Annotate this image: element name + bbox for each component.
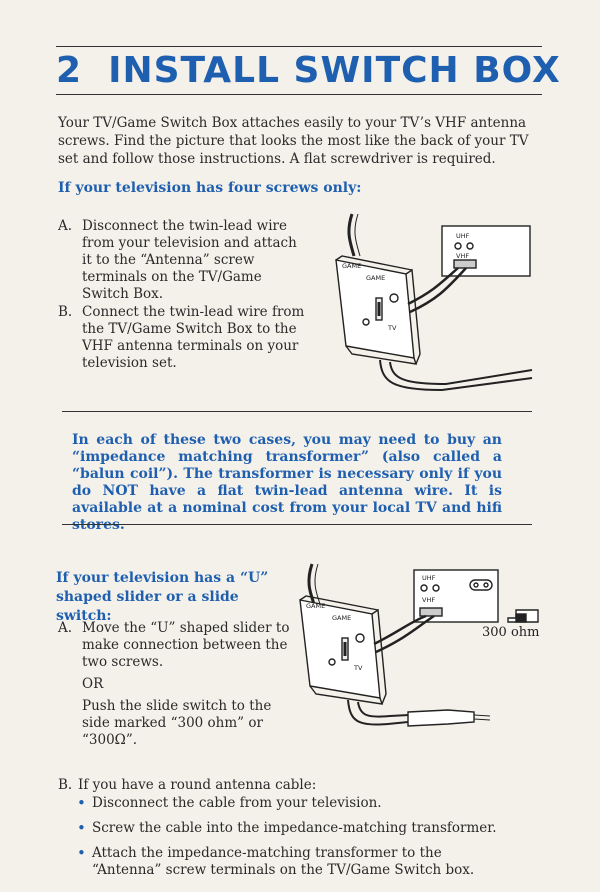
case2-step-a-alt-text: Push the slide switch to the side marked “300 ohm” or “300Ω”. <box>82 698 272 748</box>
case1-diagram-vhf-label: VHF <box>456 252 470 260</box>
case1-diagram <box>332 212 537 400</box>
case2-diagram-game-label: GAME <box>332 614 352 622</box>
case2-or-label: OR <box>82 676 104 692</box>
case1-step-b-marker: B. <box>58 304 73 320</box>
note-rule-bottom <box>62 524 532 525</box>
case1-diagram-game-label: GAME <box>366 274 386 282</box>
transformer-note: In each of these two cases, you may need to buy an “impedance matching transformer” (also called a “balun coil”). The transformer is necessary only if you do NOT have a flat twin-lead antenna wire. It is available at a nominal cost from your local TV and hifi stores. <box>72 432 502 533</box>
case2-step-a-marker: A. <box>58 620 73 636</box>
header-rule-top <box>56 46 542 47</box>
case2-bullet-list <box>74 795 514 887</box>
case2-diagram-vhf-label: VHF <box>422 596 436 604</box>
case1-diagram-uhf-label: UHF <box>456 232 470 240</box>
list-item: • Screw the cable into the impedance-matching transformer. <box>74 820 514 837</box>
case1-step-b-text: Connect the twin-lead wire from the TV/Game Switch Box to the VHF antenna terminals on your television set. <box>82 304 305 371</box>
note-rule-top <box>62 411 532 412</box>
list-item: • Attach the impedance-matching transformer to the “Antenna” screw terminals on the TV/Game Switch box. <box>74 845 514 879</box>
case2-diagram-uhf-label: UHF <box>422 574 436 582</box>
case1-diagram-tv-label: TV <box>388 324 397 332</box>
case2-diagram <box>298 560 544 760</box>
section-title-text: INSTALL SWITCH BOX <box>108 50 561 91</box>
case2-heading: If your television has a “U” shaped slider or a slide switch: <box>56 570 269 624</box>
case2-diagram-tv-label: TV <box>354 664 363 672</box>
case1-step-a-marker: A. <box>58 218 73 234</box>
section-title <box>56 50 561 91</box>
case2-step-b-marker: B. <box>58 777 73 793</box>
case2-step-a-text: Move the “U” shaped slider to make connection between the two screws. <box>82 620 290 670</box>
case1-diagram-game-top-label: GAME <box>342 262 362 270</box>
case2-step-b-text: If you have a round antenna cable: <box>78 777 317 793</box>
header-rule-bottom <box>56 94 542 95</box>
intro-paragraph: Your TV/Game Switch Box attaches easily to your TV’s VHF antenna screws. Find the picture that looks the most like the back of your TV set and follow those instructions. A flat screwdriver is required. <box>58 115 529 167</box>
section-number: 2 <box>56 50 83 91</box>
case1-step-a-text: Disconnect the twin-lead wire from your television and attach it to the “Antenna” screw terminals on the TV/Game Switch Box. <box>82 218 297 302</box>
case1-heading: If your television has four screws only: <box>58 180 362 196</box>
case2-diagram-game-top-label: GAME <box>306 602 326 610</box>
case2-diagram-ohm-label: 300 ohm <box>482 625 540 640</box>
list-item: • Disconnect the cable from your television. <box>74 795 514 812</box>
